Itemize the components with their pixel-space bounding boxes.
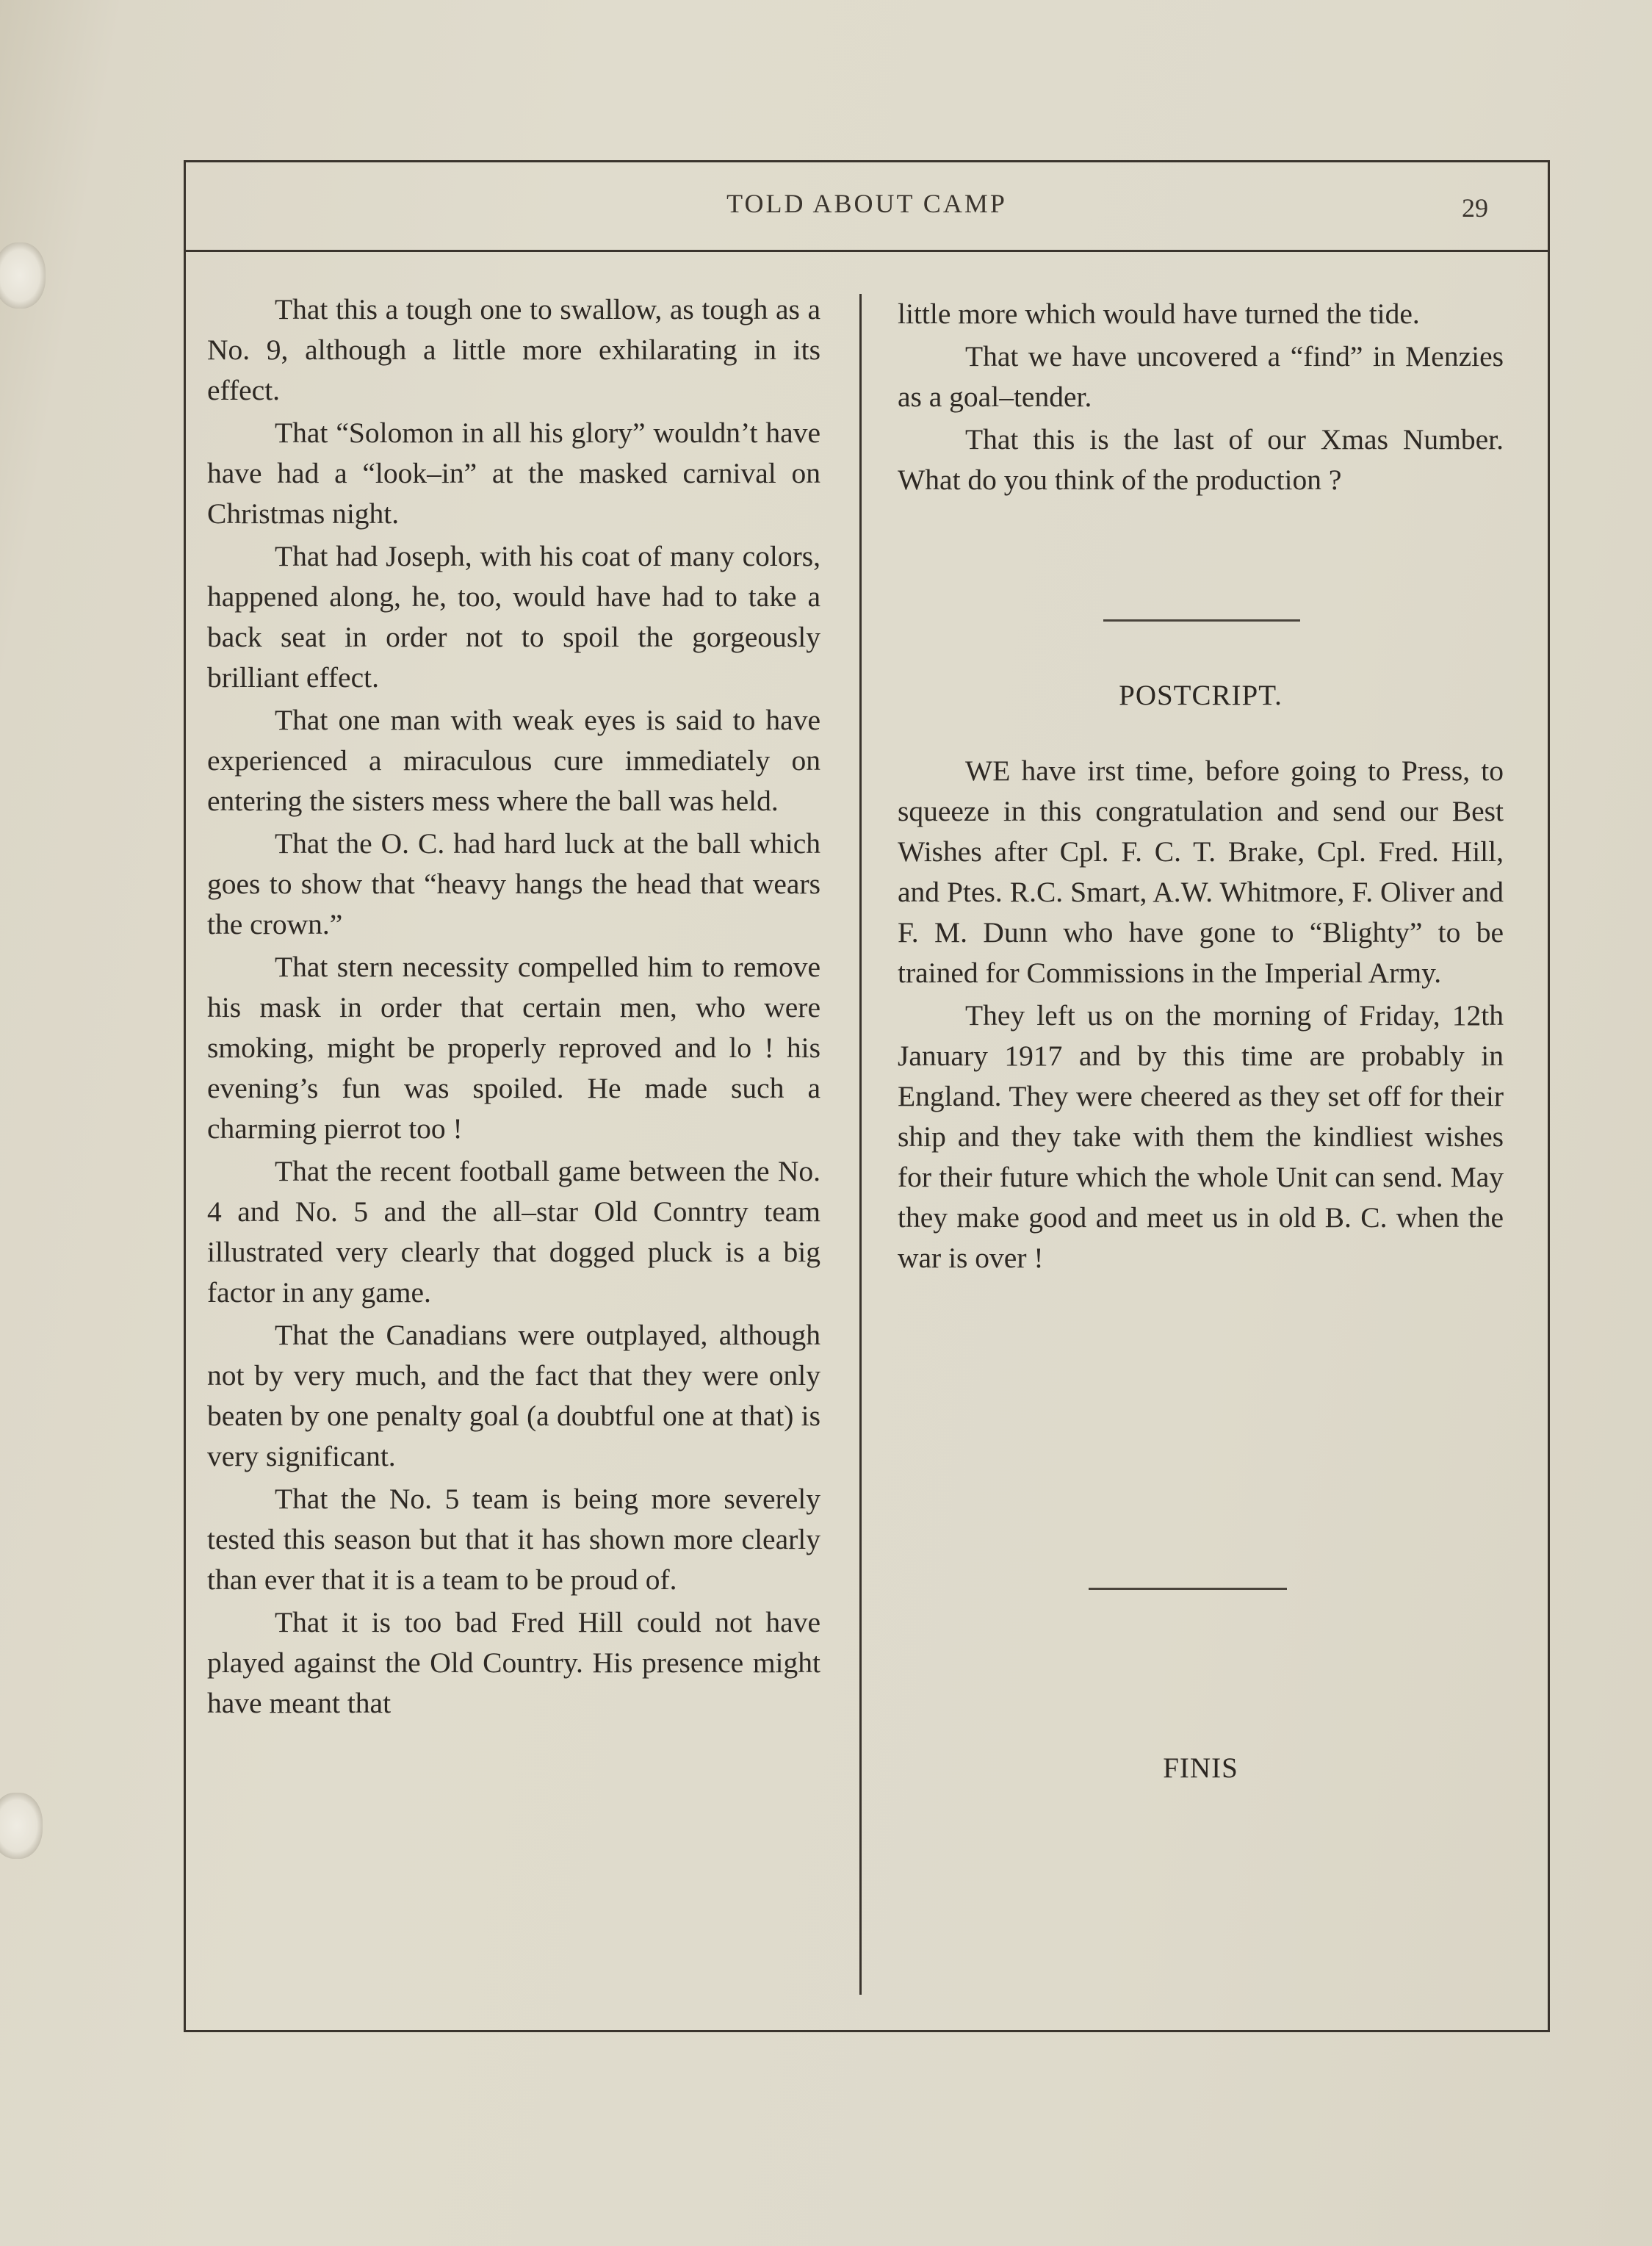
right-column-top bbox=[898, 294, 1504, 503]
section-rule bbox=[1103, 619, 1300, 622]
column-divider bbox=[859, 294, 862, 1995]
paragraph: That it is too bad Fred Hill could not have played against the Old Country. His presence might have meant that bbox=[207, 1606, 820, 1719]
paragraph: That this is the last of our Xmas Number. What do you think of the production ? bbox=[898, 423, 1504, 496]
paragraph: That the No. 5 team is being more severely tested this season but that it has shown more clearly than ever that it is a team to be proud of. bbox=[207, 1483, 820, 1596]
paragraph: That “Solomon in all his glory” wouldn’t have have had a “look–in” at the masked carnival on Christmas night. bbox=[207, 417, 820, 530]
binding-hole-bottom bbox=[0, 1793, 43, 1859]
running-title: TOLD ABOUT CAMP bbox=[726, 189, 1007, 218]
paragraph: That the Canadians were outplayed, although not by very much, and the fact that they were only beaten by one penalty goal (a doubtful one at that) is very significant. bbox=[207, 1319, 820, 1472]
left-column bbox=[207, 289, 820, 1726]
finis-label: FINIS bbox=[1163, 1752, 1238, 1784]
paragraph: WE have irst time, before going to Press, to squeeze in this congratulation and send our Best Wishes after Cpl. F. C. T. Brake, Cpl. Fred. Hill, and Ptes. R.C. Smart, A.W. Whitmore, F. Oliver and F. M. Dunn who have gone to “Blighty” to be trained for Commissions in the Imperial Army. bbox=[898, 755, 1504, 989]
postscript-body bbox=[898, 751, 1504, 1281]
paragraph: That had Joseph, with his coat of many colors, happened along, he, too, would have had to take a back seat in order not to spoil the gorgeously brilliant effect. bbox=[207, 540, 820, 694]
paragraph: That one man with weak eyes is said to have experienced a miraculous cure immediately on entering the sisters mess where the ball was held. bbox=[207, 704, 820, 817]
paragraph: That the O. C. had hard luck at the ball which goes to show that “heavy hangs the head that wears the crown.” bbox=[207, 827, 820, 940]
page-number: 29 bbox=[1462, 193, 1488, 223]
paragraph: That this a tough one to swallow, as tough as a No. 9, although a little more exhilarating in its effect. bbox=[207, 293, 820, 406]
paragraph: That the recent football game between the No. 4 and No. 5 and the all–star Old Conntry team illustrated very clearly that dogged pluck is a big factor in any game. bbox=[207, 1155, 820, 1309]
closing-rule bbox=[1089, 1588, 1287, 1590]
paragraph: That we have uncovered a “find” in Menzies as a goal–tender. bbox=[898, 340, 1504, 413]
paragraph: They left us on the morning of Friday, 12th January 1917 and by this time are probably in England. They were cheered as they set off for their ship and they take with them the kindliest wishes for their future which the whole Unit can send. May they make good and meet us in old B. C. when the war is over ! bbox=[898, 999, 1504, 1274]
paragraph: That stern necessity compelled him to remove his mask in order that certain men, who were smoking, might be properly reproved and lo ! his evening’s fun was spoiled. He made such a charming pierrot too ! bbox=[207, 951, 820, 1145]
binding-hole-top bbox=[0, 242, 46, 309]
paragraph-continuation: little more which would have turned the tide. bbox=[898, 298, 1420, 330]
postscript-heading: POSTCRIPT. bbox=[1119, 680, 1283, 711]
header-rule bbox=[184, 250, 1550, 252]
